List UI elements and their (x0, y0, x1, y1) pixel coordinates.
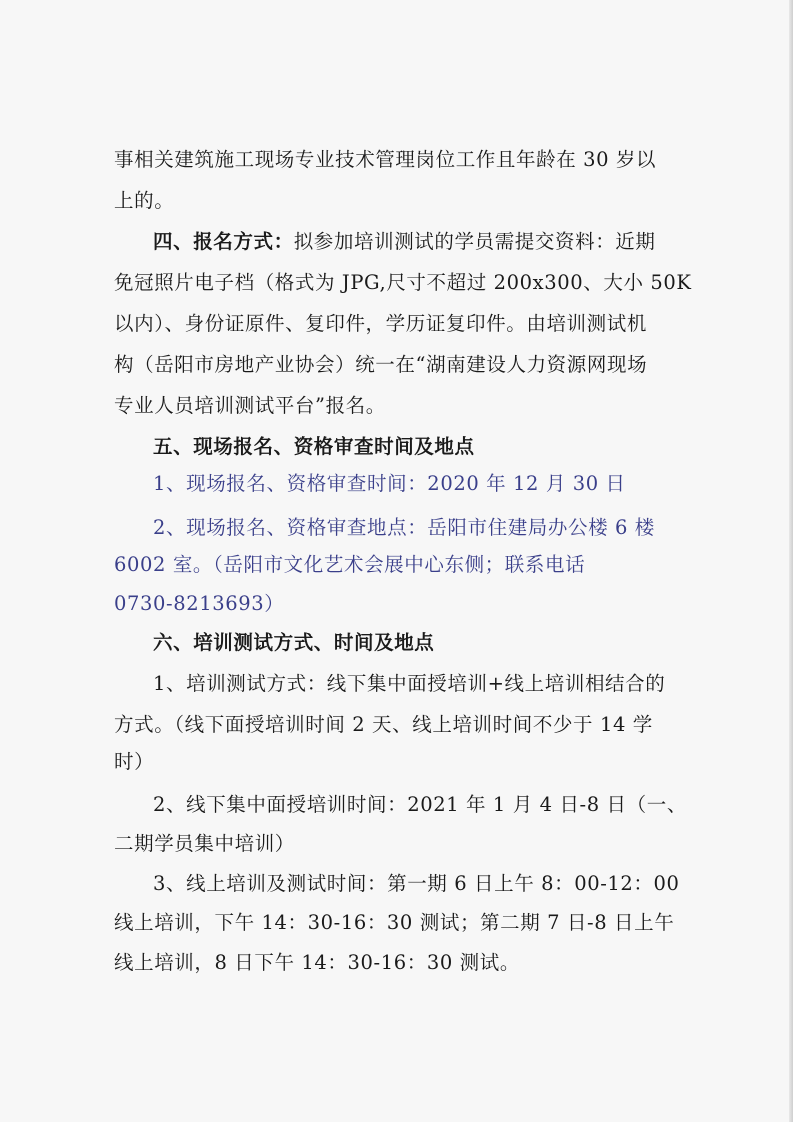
section-5-item-2: 2、现场报名、资格审查地点：岳阳市住建局办公楼 6 楼 (153, 516, 655, 539)
body-line: 事相关建筑施工现场专业技术管理岗位工作且年龄在 30 岁以 (114, 148, 657, 171)
section-6-heading: 六、培训测试方式、时间及地点 (153, 631, 435, 654)
section-6-item-2-cont: 二期学员集中培训） (114, 832, 295, 855)
body-line: 上的。 (114, 189, 175, 212)
section-6-item-3-cont: 线上培训，下午 14：30-16：30 测试；第二期 7 日-8 日上午 (114, 911, 675, 934)
section-5-item-2-cont: 6002 室。（岳阳市文化艺术会展中心东侧；联系电话 (114, 553, 586, 576)
section-6-item-3-cont: 线上培训，8 日下午 14：30-16：30 测试。 (114, 951, 520, 974)
body-line: 免冠照片电子档（格式为 JPG,尺寸不超过 200x300、大小 50K (114, 271, 692, 294)
body-line: 以内）、身份证原件、复印件，学历证复印件。由培训测试机 (114, 312, 647, 335)
section-6-item-1-cont: 时） (114, 750, 155, 773)
section-6-item-2: 2、线下集中面授培训时间：2021 年 1 月 4 日-8 日（一、 (153, 793, 687, 816)
body-line: 专业人员培训测试平台”报名。 (114, 394, 386, 417)
body-line: 构（岳阳市房地产业协会）统一在“湖南建设人力资源网现场 (114, 353, 648, 376)
section-6-item-1: 1、培训测试方式：线下集中面授培训+线上培训相结合的 (153, 672, 666, 695)
section-6-item-1-cont: 方式。（线下面授培训时间 2 天、线上培训时间不少于 14 学 (114, 713, 653, 736)
section-4-heading: 四、报名方式： (153, 230, 294, 253)
section-5-heading: 五、现场报名、资格审查时间及地点 (153, 435, 475, 458)
section-5-item-1: 1、现场报名、资格审查时间：2020 年 12 月 30 日 (153, 472, 626, 495)
scan-edge (789, 0, 793, 1122)
section-4-text: 拟参加培训测试的学员需提交资料：近期 (293, 230, 656, 253)
section-5-item-2-cont: 0730-8213693） (114, 592, 285, 615)
section-6-item-3: 3、线上培训及测试时间：第一期 6 日上午 8：00-12：00 (153, 872, 680, 895)
section-4-line (153, 227, 656, 257)
